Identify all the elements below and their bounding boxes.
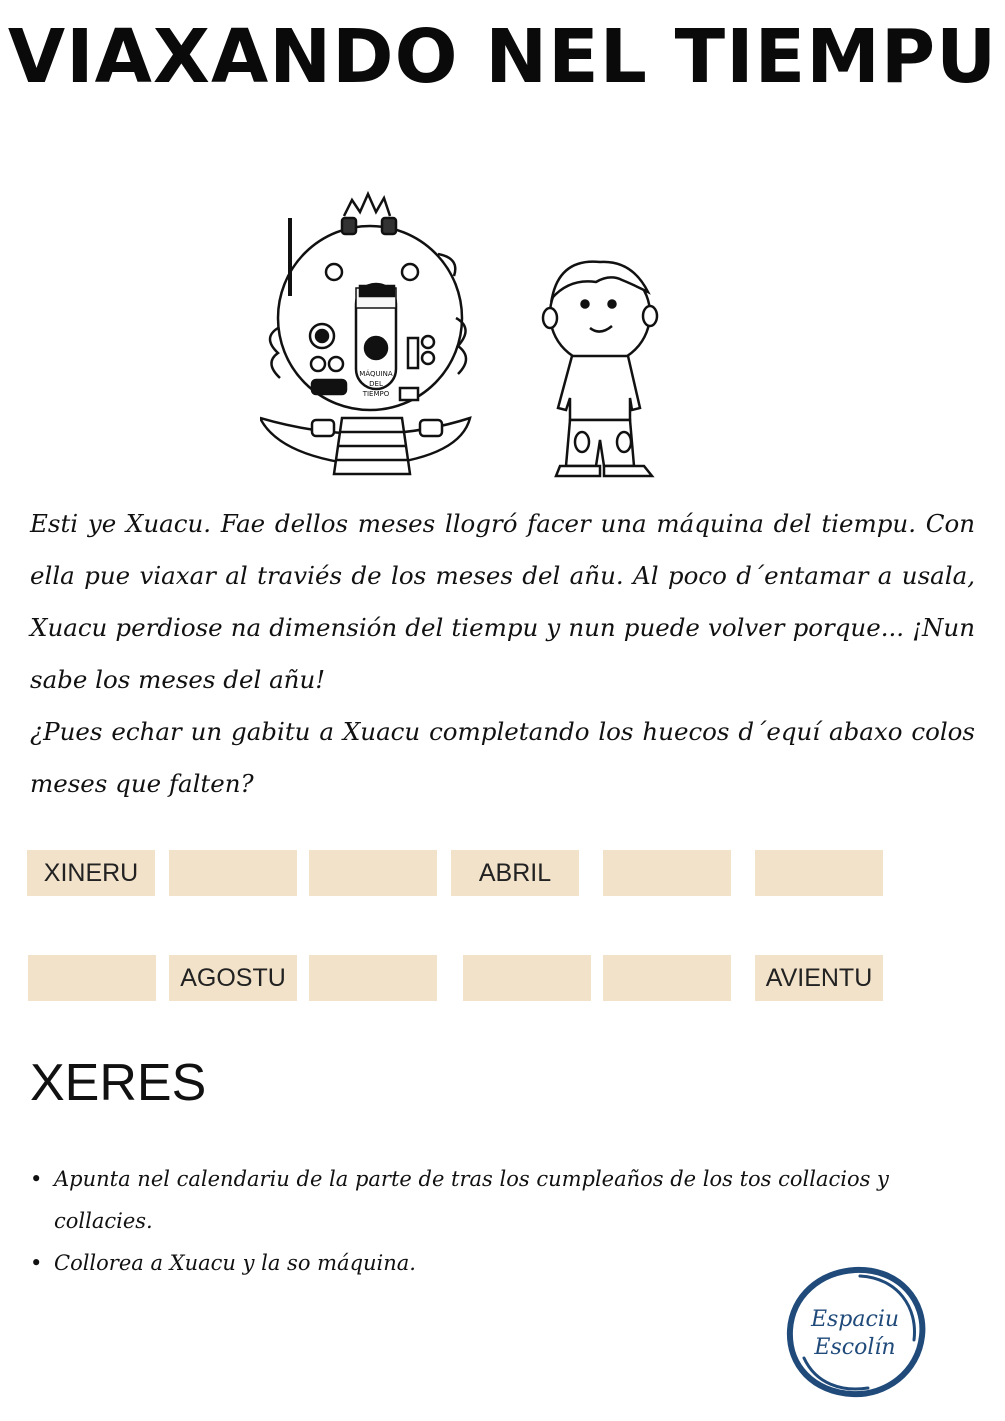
month-box-6[interactable]	[755, 850, 883, 896]
time-machine-and-boy-illustration	[260, 188, 760, 488]
month-box-8: AGOSTU	[169, 955, 297, 1001]
month-box-5[interactable]	[603, 850, 731, 896]
section-heading: XERES	[30, 1054, 207, 1112]
task-item-2: • Collorea a Xuacu y la so máquina.	[30, 1242, 930, 1284]
month-box-2[interactable]	[169, 850, 297, 896]
story-text	[30, 498, 975, 810]
month-box-10[interactable]	[463, 955, 591, 1001]
month-box-11[interactable]	[603, 955, 731, 1001]
xuacu-boy-illustration	[543, 262, 657, 476]
story-paragraph-1: Esti ye Xuacu. Fae dellos meses llogró facer una máquina del tiempu. Con ella pue viaxar al traviés de los meses del añu. Al poco d´entamar a usala, Xuacu perdiose na dimensión del tiempu y nun puede volver porque... ¡Nun sabe los meses del añu!	[30, 509, 975, 694]
story-paragraph-2: ¿Pues echar un gabitu a Xuacu completando los huecos d´equí abaxo colos meses que falten?	[30, 717, 975, 798]
espaciu-escolin-logo	[780, 1262, 930, 1402]
machine-label-line3: TIEMPO	[362, 390, 390, 398]
month-box-4: ABRIL	[451, 850, 579, 896]
month-box-12: AVIENTU	[755, 955, 883, 1001]
month-box-3[interactable]	[309, 850, 437, 896]
machine-label-line2: DEL	[369, 380, 383, 388]
task-item-1: • Apunta nel calendariu de la parte de tras los cumpleaños de los tos collacios y collacies.	[30, 1158, 930, 1242]
month-box-7[interactable]	[28, 955, 156, 1001]
month-box-9[interactable]	[309, 955, 437, 1001]
month-box-1: XINERU	[27, 850, 155, 896]
machine-label-line1: MÁQUINA	[359, 370, 393, 378]
page-title: VIAXANDO NEL TIEMPU	[7, 14, 998, 100]
time-machine-illustration	[260, 194, 470, 474]
logo-line1: Espaciu	[810, 1307, 900, 1332]
logo-line2: Escolín	[814, 1335, 896, 1360]
